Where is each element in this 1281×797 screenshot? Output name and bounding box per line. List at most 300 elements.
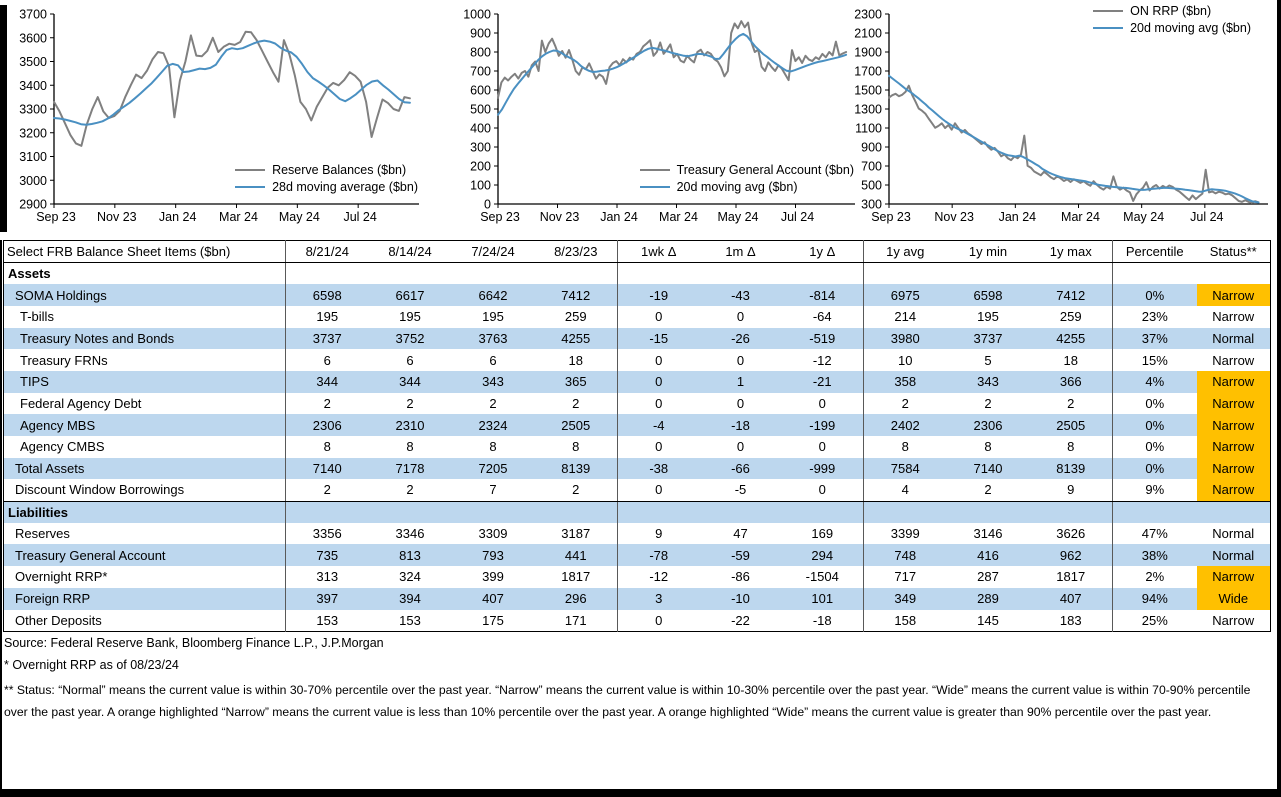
svg-text:900: 900 [861, 140, 882, 155]
cell-value: 397 [286, 588, 369, 610]
cell-value: 0 [618, 371, 700, 393]
cell-value: 8 [489, 439, 497, 455]
svg-text:3000: 3000 [19, 173, 47, 188]
cell-value: -18 [812, 612, 832, 628]
cell-value: 2 [535, 479, 618, 501]
svg-text:900: 900 [470, 26, 491, 41]
status-cell: Narrow [1212, 309, 1255, 325]
window-border-right [1277, 0, 1281, 797]
section-row [4, 263, 1271, 285]
svg-text:2100: 2100 [854, 26, 882, 41]
cell-value: 2505 [1030, 414, 1113, 436]
cell-value: 3763 [452, 328, 535, 350]
cell-value [1030, 263, 1113, 285]
status-cell: Narrow [1197, 479, 1271, 501]
gray-line-swatch [640, 169, 670, 171]
cell-value: 407 [452, 588, 535, 610]
cell-value: 47% [1113, 523, 1197, 545]
cell-value: 6 [406, 352, 414, 368]
cell-value: 195 [482, 309, 504, 325]
cell-value: 2 [1067, 395, 1075, 411]
status-cell: Narrow [1197, 371, 1271, 393]
row-label: Agency MBS [4, 414, 286, 436]
tga-chart [452, 4, 860, 230]
cell-value: 18 [1063, 352, 1078, 368]
cell-value: 0 [618, 436, 700, 458]
table-row [4, 436, 1271, 458]
col-header: 1y max [1030, 241, 1113, 263]
row-label: Other Deposits [15, 612, 102, 628]
cell-value: 8139 [535, 458, 618, 480]
cell-value: 343 [452, 371, 535, 393]
cell-value: -59 [700, 544, 782, 566]
cell-value: 214 [864, 306, 947, 328]
cell-value [782, 263, 864, 285]
cell-value: 8 [286, 436, 369, 458]
col-header: 1m Δ [700, 241, 782, 263]
gray-line-swatch [1093, 10, 1123, 12]
cell-value: 3146 [973, 526, 1003, 542]
cell-value: -38 [618, 458, 700, 480]
cell-value: 2 [489, 395, 497, 411]
cell-value [700, 263, 782, 285]
svg-text:Mar 24: Mar 24 [219, 210, 258, 224]
cell-value: 344 [286, 371, 369, 393]
svg-text:May 24: May 24 [717, 210, 759, 224]
table-row [4, 414, 1271, 436]
svg-text:Jan 24: Jan 24 [600, 210, 638, 224]
svg-text:800: 800 [470, 45, 491, 60]
cell-value [452, 263, 535, 285]
svg-text:400: 400 [470, 121, 491, 136]
cell-value: 0 [736, 395, 745, 411]
cell-value: 4255 [1030, 328, 1113, 350]
legend-label: 20d moving avg ($bn) [1130, 21, 1251, 35]
cell-value: 0 [736, 309, 745, 325]
status-cell: Narrow [1197, 458, 1271, 480]
cell-value: 23% [1113, 306, 1197, 328]
legend-label: ON RRP ($bn) [1130, 4, 1212, 18]
svg-text:3500: 3500 [19, 55, 47, 69]
row-label: Foreign RRP [4, 588, 286, 610]
svg-text:1500: 1500 [854, 83, 882, 98]
legend-label: Treasury General Account ($bn) [676, 163, 854, 177]
cell-value: 3 [618, 588, 700, 610]
col-header: 7/24/24 [452, 241, 535, 263]
svg-text:1100: 1100 [855, 121, 882, 136]
cell-value: 3356 [286, 523, 369, 545]
row-label: SOMA Holdings [4, 284, 286, 306]
svg-text:300: 300 [470, 140, 491, 155]
cell-value: 717 [864, 566, 947, 588]
cell-value [947, 501, 1030, 523]
svg-text:2900: 2900 [19, 197, 47, 212]
cell-value: 296 [535, 588, 618, 610]
cell-value: 2 [864, 393, 947, 415]
cell-value: 25% [1113, 610, 1197, 632]
svg-text:3400: 3400 [19, 78, 47, 93]
cell-value: 748 [864, 544, 947, 566]
cell-value: 145 [977, 612, 999, 628]
cell-value: 18 [568, 352, 583, 368]
cell-value: 0% [1113, 436, 1197, 458]
cell-value [286, 501, 369, 523]
cell-value: 399 [482, 569, 504, 585]
cell-value: 407 [1030, 588, 1113, 610]
svg-text:Jul 24: Jul 24 [1190, 210, 1224, 224]
cell-value: 3752 [369, 328, 452, 350]
cell-value: 289 [947, 588, 1030, 610]
cell-value: 366 [1030, 371, 1113, 393]
cell-value: 7205 [452, 458, 535, 480]
col-header: 1y Δ [782, 241, 864, 263]
cell-value: 195 [977, 309, 999, 325]
cell-value: -814 [782, 284, 864, 306]
status-cell [1197, 501, 1271, 523]
cell-value: 5 [984, 352, 992, 368]
table-row [4, 479, 1271, 501]
cell-value: 6598 [286, 284, 369, 306]
cell-value: 171 [564, 612, 587, 628]
table-title: Select FRB Balance Sheet Items ($bn) [4, 241, 286, 263]
cell-value: -22 [731, 612, 750, 628]
svg-text:1700: 1700 [854, 64, 882, 79]
svg-text:3700: 3700 [19, 7, 47, 22]
cell-value: 8 [572, 439, 580, 455]
cell-value [618, 263, 700, 285]
svg-text:200: 200 [470, 159, 491, 174]
svg-text:600: 600 [470, 83, 491, 98]
cell-value: 3980 [864, 328, 947, 350]
tga-legend [640, 163, 854, 194]
cell-value [535, 501, 618, 523]
svg-text:1000: 1000 [463, 7, 491, 22]
cell-value: 2% [1113, 566, 1197, 588]
cell-value: -21 [782, 371, 864, 393]
status-cell: Wide [1197, 588, 1271, 610]
cell-value: 3309 [478, 526, 508, 542]
table-row [4, 458, 1271, 480]
cell-value: 3346 [395, 526, 425, 542]
svg-text:3200: 3200 [19, 126, 47, 141]
cell-value: -12 [812, 352, 832, 368]
legend-entry [640, 180, 854, 194]
cell-value: 6 [286, 349, 369, 371]
table-row [4, 566, 1271, 588]
cell-value: 1817 [1056, 569, 1086, 585]
svg-text:Sep 23: Sep 23 [36, 210, 76, 224]
col-header: 1wk Δ [618, 241, 700, 263]
table-row [4, 523, 1271, 545]
cell-value: 2402 [864, 414, 947, 436]
cell-value: 1817 [561, 569, 591, 585]
col-header: 1y avg [864, 241, 947, 263]
cell-value: 2505 [535, 414, 618, 436]
svg-text:Jan 24: Jan 24 [998, 210, 1037, 224]
cell-value [286, 263, 369, 285]
svg-text:1900: 1900 [854, 45, 882, 60]
cell-value: 3626 [1056, 526, 1086, 542]
cell-value: 6598 [947, 284, 1030, 306]
cell-value: 2306 [947, 414, 1030, 436]
cell-value: 8139 [1030, 458, 1113, 480]
cell-value: 0 [736, 439, 745, 455]
cell-value: 416 [947, 544, 1030, 566]
cell-value [864, 501, 947, 523]
status-cell: Narrow [1197, 414, 1271, 436]
on-rrp-legend [1093, 4, 1251, 35]
status-cell: Normal [1197, 328, 1271, 350]
cell-value: -19 [618, 284, 700, 306]
cell-value: 2306 [286, 414, 369, 436]
cell-value: -5 [700, 479, 782, 501]
section-row [4, 501, 1271, 523]
col-header: Percentile [1113, 241, 1197, 263]
legend-entry [1093, 21, 1251, 35]
cell-value: 2 [947, 479, 1030, 501]
cell-value: -43 [700, 284, 782, 306]
cell-value: 344 [369, 371, 452, 393]
cell-value: 2324 [452, 414, 535, 436]
row-label: Overnight RRP* [15, 569, 108, 585]
cell-value: 37% [1113, 328, 1197, 350]
row-label: Treasury FRNs [20, 352, 108, 368]
cell-value: 7584 [864, 458, 947, 480]
cell-value: 0% [1113, 414, 1197, 436]
legend-label: 20d moving avg ($bn) [676, 180, 798, 194]
cell-value: 2 [286, 393, 369, 415]
cell-value: 6975 [864, 284, 947, 306]
cell-value: 6642 [452, 284, 535, 306]
svg-text:May 24: May 24 [1123, 210, 1165, 224]
svg-text:3300: 3300 [19, 102, 47, 117]
cell-value: 8 [1067, 439, 1075, 455]
cell-value: 153 [399, 612, 421, 628]
cell-value: 0 [618, 479, 700, 501]
table-row [4, 544, 1271, 566]
row-label: Discount Window Borrowings [4, 479, 286, 501]
cell-value: -519 [782, 328, 864, 350]
cell-value: 1 [700, 371, 782, 393]
cell-value [452, 501, 535, 523]
cell-value: 94% [1113, 588, 1197, 610]
cell-value: 2 [984, 395, 992, 411]
table-row [4, 371, 1271, 393]
cell-value: -999 [782, 458, 864, 480]
cell-value: 9% [1113, 479, 1197, 501]
cell-value: 4 [864, 479, 947, 501]
legend-label: Reserve Balances ($bn) [272, 163, 407, 177]
on-rrp-plot [843, 4, 1273, 230]
cell-value [1030, 501, 1113, 523]
svg-text:3100: 3100 [19, 150, 47, 164]
svg-text:Nov 23: Nov 23 [539, 210, 580, 224]
reserve-balances-legend [235, 163, 418, 194]
cell-value: 7178 [369, 458, 452, 480]
svg-text:0: 0 [484, 197, 491, 212]
cell-value [700, 501, 782, 523]
cell-value: 287 [977, 569, 999, 585]
cell-value [618, 501, 700, 523]
window-border-bottom [0, 789, 1281, 797]
cell-value [369, 501, 452, 523]
cell-value: 2 [572, 395, 580, 411]
cell-value: 349 [864, 588, 947, 610]
cell-value: 0 [618, 393, 700, 415]
cell-value: 0 [782, 479, 864, 501]
cell-value: 0% [1113, 284, 1197, 306]
legend-entry [640, 163, 854, 177]
cell-value: 2 [369, 479, 452, 501]
cell-value: -4 [618, 414, 700, 436]
svg-text:Jan 24: Jan 24 [158, 210, 197, 224]
footnote-overnight-rrp: * Overnight RRP as of 08/23/24 [4, 658, 179, 672]
cell-value: 0% [1113, 393, 1197, 415]
cell-value: -26 [700, 328, 782, 350]
status-cell [1197, 263, 1271, 285]
table-row [4, 306, 1271, 328]
cell-value: 962 [1030, 544, 1113, 566]
cell-value [864, 263, 947, 285]
legend-entry [235, 180, 418, 194]
svg-text:500: 500 [470, 102, 491, 117]
row-label: Treasury General Account [4, 544, 286, 566]
row-label: Treasury Notes and Bonds [4, 328, 286, 350]
cell-value: 358 [864, 371, 947, 393]
cell-value: -64 [812, 309, 832, 325]
cell-value: 0 [818, 395, 826, 411]
cell-value: -15 [618, 328, 700, 350]
cell-value: -12 [618, 566, 700, 588]
svg-text:Nov 23: Nov 23 [934, 210, 974, 224]
cell-value: 0 [736, 352, 745, 368]
tga-plot [452, 4, 860, 230]
reserve-balances-chart [8, 4, 424, 230]
cell-value: -10 [700, 588, 782, 610]
cell-value: -78 [618, 544, 700, 566]
col-header: Status** [1197, 241, 1271, 263]
window-border-left [0, 5, 7, 232]
cell-value: -86 [731, 569, 750, 585]
cell-value: 3737 [286, 328, 369, 350]
row-label: Assets [8, 266, 51, 282]
cell-value: 7412 [535, 284, 618, 306]
cell-value: 38% [1113, 544, 1197, 566]
cell-value: 158 [864, 610, 947, 632]
table-row [4, 284, 1271, 306]
svg-text:Nov 23: Nov 23 [97, 210, 137, 224]
cell-value: 735 [286, 544, 369, 566]
source-line: Source: Federal Reserve Bank, Bloomberg Finance L.P., J.P.Morgan [4, 636, 384, 650]
row-label: TIPS [4, 371, 286, 393]
row-label: Reserves [15, 526, 70, 542]
cell-value: 394 [369, 588, 452, 610]
balance-sheet-table [3, 240, 1271, 632]
svg-text:Sep 23: Sep 23 [871, 210, 911, 224]
cell-value: 6617 [369, 284, 452, 306]
cell-value: 9 [1030, 479, 1113, 501]
svg-text:700: 700 [861, 159, 882, 174]
row-label: Total Assets [4, 458, 286, 480]
cell-value: 294 [782, 544, 864, 566]
cell-value: 15% [1113, 349, 1197, 371]
svg-text:Sep 23: Sep 23 [480, 210, 520, 224]
table-row [4, 588, 1271, 610]
cell-value: 6 [489, 352, 497, 368]
gray-line-swatch [235, 169, 265, 171]
cell-value: -1504 [805, 569, 839, 585]
row-label: T-bills [20, 309, 54, 325]
cell-value: 7140 [286, 458, 369, 480]
legend-entry [1093, 4, 1251, 18]
svg-text:700: 700 [470, 64, 491, 79]
status-cell: Narrow [1197, 436, 1271, 458]
footnote-status-definition: ** Status: “Normal” means the current value is within 30-70% percentile over the past year. “Narrow” means the current value is within 10-30% percentile over the past year. “Wide” means the current value is within 70-90% percentile over the past year. A orange highlighted “Narrow” means the current value is less than 10% percentile over the past year. A orange highlighted “Wide” means the current value is greater than 90% percentile over the past year. [4, 683, 1251, 719]
reserve-balances-plot [8, 4, 424, 230]
col-header: 8/21/24 [286, 241, 369, 263]
status-cell: Narrow [1197, 566, 1271, 588]
cell-value: 47 [733, 526, 748, 542]
cell-value: 8 [864, 436, 947, 458]
status-cell: Narrow [1212, 612, 1255, 628]
table-row [4, 349, 1271, 371]
cell-value: 7412 [1030, 284, 1113, 306]
cell-value: 153 [286, 610, 369, 632]
row-label: Liabilities [4, 501, 286, 523]
cell-value: 2 [406, 395, 414, 411]
blue-line-swatch [640, 186, 670, 188]
status-cell: Narrow [1197, 284, 1271, 306]
cell-value [947, 263, 1030, 285]
status-cell: Narrow [1197, 393, 1271, 415]
cell-value: 7 [452, 479, 535, 501]
svg-text:Jul 24: Jul 24 [343, 210, 377, 224]
col-header: 8/14/24 [369, 241, 452, 263]
table-row [4, 393, 1271, 415]
cell-value: 793 [452, 544, 535, 566]
row-label: Federal Agency Debt [20, 395, 142, 411]
svg-text:Mar 24: Mar 24 [659, 210, 698, 224]
cell-value: 195 [286, 306, 369, 328]
cell-value: 183 [1059, 612, 1082, 628]
cell-value [1113, 501, 1197, 523]
cell-value: 169 [811, 526, 834, 542]
cell-value: 259 [564, 309, 587, 325]
status-cell: Narrow [1212, 352, 1255, 368]
svg-text:1300: 1300 [854, 102, 882, 117]
col-header: 8/23/23 [535, 241, 618, 263]
cell-value: 813 [369, 544, 452, 566]
col-header: 1y min [947, 241, 1030, 263]
cell-value: 4255 [535, 328, 618, 350]
svg-text:300: 300 [861, 197, 882, 212]
cell-value [782, 501, 864, 523]
cell-value [535, 263, 618, 285]
cell-value: 259 [1059, 309, 1082, 325]
status-cell: Normal [1212, 526, 1255, 542]
cell-value: 2 [286, 479, 369, 501]
cell-value: 10 [864, 349, 947, 371]
cell-value: 195 [399, 309, 421, 325]
cell-value: 441 [535, 544, 618, 566]
cell-value: -66 [700, 458, 782, 480]
cell-value: 2310 [369, 414, 452, 436]
blue-line-swatch [235, 186, 265, 188]
cell-value: 0 [618, 306, 700, 328]
cell-value [369, 263, 452, 285]
svg-text:500: 500 [861, 178, 882, 193]
status-cell: Normal [1197, 544, 1271, 566]
